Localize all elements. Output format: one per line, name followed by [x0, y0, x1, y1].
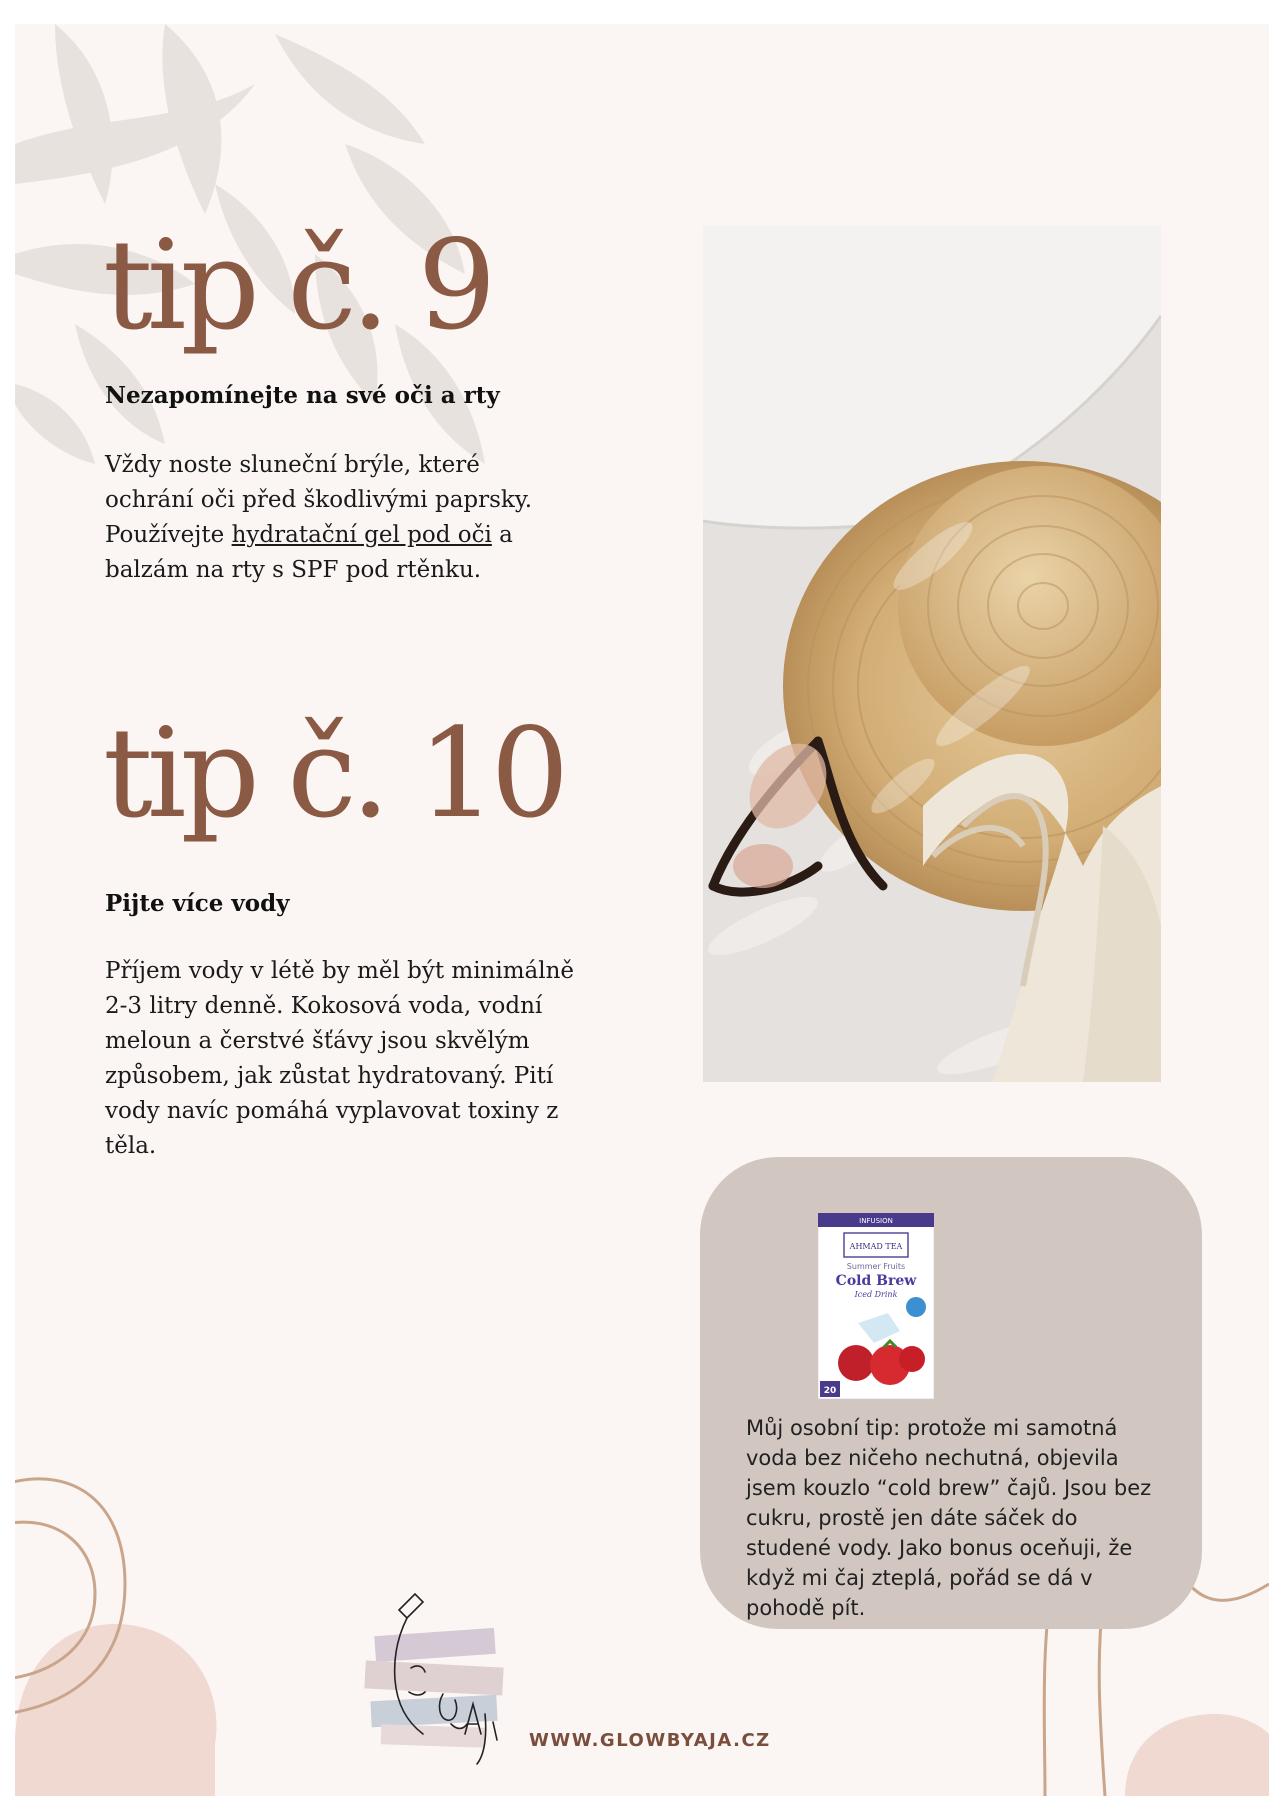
tip-9-body-end: a balzám na rty s SPF pod rtěnku. [105, 522, 513, 583]
tip-10-heading: tip č. 10 [103, 702, 564, 846]
straw-hat-photo [703, 226, 1161, 1082]
tip-9-heading: tip č. 9 [103, 214, 491, 358]
tip-9-body [105, 448, 575, 588]
tip-10-body: Příjem vody v létě by měl být minimálně 2-3 litry denně. Kokosová voda, vodní meloun a čerstvé šťávy jsou skvělým způsobem, jak zůstat hydratovaný. Pití vody navíc pomáhá vyplavovat toxiny z těla. [105, 958, 575, 1159]
tea-box-flavor: Summer Fruits [846, 1262, 906, 1271]
personal-tip-card [700, 1157, 1202, 1629]
tea-box-count: 20 [823, 1386, 837, 1396]
tip-9-body-start: Vždy noste sluneční brýle, které ochrání oči před škodlivými paprsky. Používejte [105, 452, 533, 548]
tea-box-image [818, 1213, 934, 1399]
page [15, 24, 1269, 1796]
tea-box-name: Cold Brew [835, 1273, 917, 1289]
tea-box-tagline: Iced Drink [854, 1290, 898, 1299]
tea-box-brand: AHMAD TEA [849, 1242, 903, 1251]
eye-gel-link[interactable]: hydratační gel pod oči [231, 522, 492, 548]
website-url: WWW.GLOWBYAJA.CZ [529, 1730, 771, 1751]
personal-tip-text: Můj osobní tip: protože mi samotná voda bez ničeho nechutná, objevila jsem kouzlo “cold brew” čajů. Jsou bez cukru, prostě jen dáte sáček do studené vody. Jako bonus oceňuji, že když mi čaj zteplá, pořád se dá v pohodě pít. [746, 1416, 1152, 1620]
glow-by-aja-logo [347, 1584, 519, 1770]
tip-9-subheading: Nezapomínejte na své oči a rty [105, 382, 500, 409]
tea-box-band: INFUSION [859, 1217, 893, 1225]
tip-10-subheading: Pijte více vody [105, 890, 290, 917]
